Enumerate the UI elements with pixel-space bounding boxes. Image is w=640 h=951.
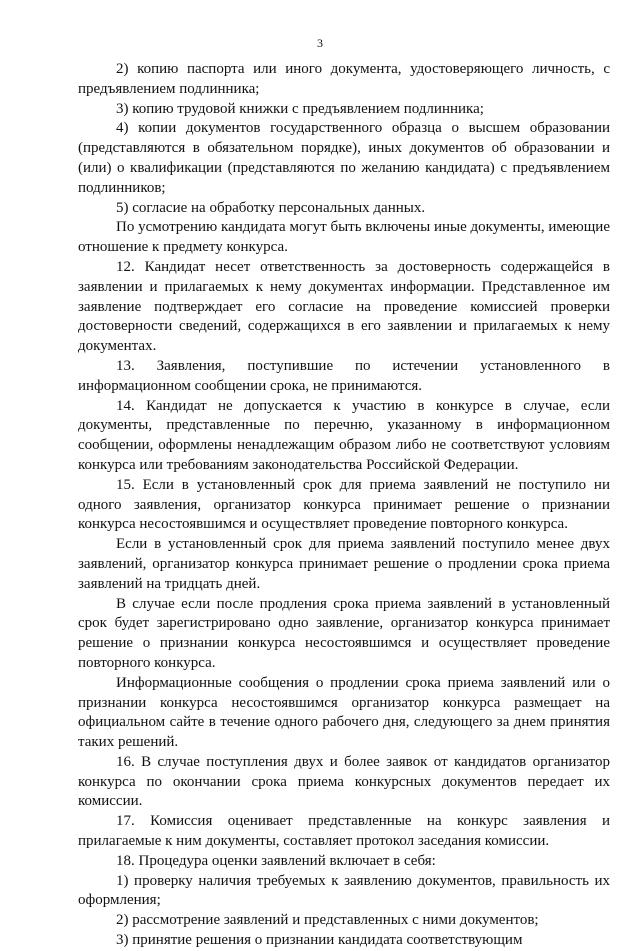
- list-item-education-documents: 4) копии документов государственного образца о высшем образовании (представляются в обязательном порядке), иных документов об образовании и (или) о квалификации (представляются по желанию кандидата) с предъявлением подлинников;: [78, 120, 610, 196]
- clause-18-item-2: 2) рассмотрение заявлений и представленных с ними документов;: [116, 912, 539, 929]
- list-item-passport-copy: 2) копию паспорта или иного документа, удостоверяющего личность, с предъявлением подлинника;: [78, 61, 610, 97]
- page-number: 3: [317, 36, 323, 50]
- clause-18-item-3: 3) принятие решения о признании кандидата соответствующим: [116, 932, 523, 949]
- clause-15-less-than-two: Если в установленный срок для приема заявлений поступило менее двух заявлений, организатор конкурса принимает решение о продлении срока приема заявлений на тридцать дней.: [78, 536, 610, 592]
- clause-18: 18. Процедура оценки заявлений включает в себя:: [116, 852, 436, 869]
- clause-14: 14. Кандидат не допускается к участию в конкурсе в случае, если документы, представленные по перечню, указанному в информационном сообщении, оформлены ненадлежащим образом либо не соответствуют условиям конкурса или требованиям законодательства Российской Федерации.: [78, 397, 610, 473]
- clause-18-item-1: 1) проверку наличия требуемых к заявлению документов, правильность их оформления;: [78, 872, 610, 909]
- clause-15: 15. Если в установленный срок для приема заявлений не поступило ни одного заявления, организатор конкурса принимает решение о признании конкурса несостоявшимся и осуществляет проведение повторного конкурса.: [78, 476, 610, 533]
- list-item-employment-record: 3) копию трудовой книжки с предъявлением подлинника;: [116, 100, 484, 117]
- clause-13: 13. Заявления, поступившие по истечении установленного в информационном сообщении срока, не принимаются.: [78, 357, 610, 394]
- clause-12: 12. Кандидат несет ответственность за достоверность содержащейся в заявлении и прилагаемых к нему документах информации. Представленное им заявление подтверждает его согласие на проведение комиссией проверки достоверности сведений, содержащихся в его заявлении и прилагаемых к нему документах.: [78, 258, 610, 355]
- clause-15-after-extension: В случае если после продления срока приема заявлений в установленный срок будет зарегистрировано одно заявление, организатор конкурса принимает решение о признании конкурса несостоявшимся и осуществляет проведение повторного конкурса.: [78, 595, 610, 671]
- list-item-data-processing-consent: 5) согласие на обработку персональных данных.: [116, 199, 426, 216]
- clause-15-information-messages: Информационные сообщения о продлении срока приема заявлений или о признании конкурса несостоявшимся организатор конкурса размещает на официальном сайте в течение одного рабочего дня, следующего за днем принятия таких решений.: [78, 674, 610, 751]
- clause-16: 16. В случае поступления двух и более заявок от кандидатов организатор конкурса по окончании срока приема конкурсных документов передает их комиссии.: [78, 753, 610, 810]
- clause-17: 17. Комиссия оценивает представленные на конкурс заявления и прилагаемые к ним документы, составляет протокол заседания комиссии.: [78, 813, 610, 850]
- paragraph-other-documents: По усмотрению кандидата могут быть включены иные документы, имеющие отношение к предмету конкурса.: [78, 219, 610, 256]
- document-body: [78, 60, 610, 951]
